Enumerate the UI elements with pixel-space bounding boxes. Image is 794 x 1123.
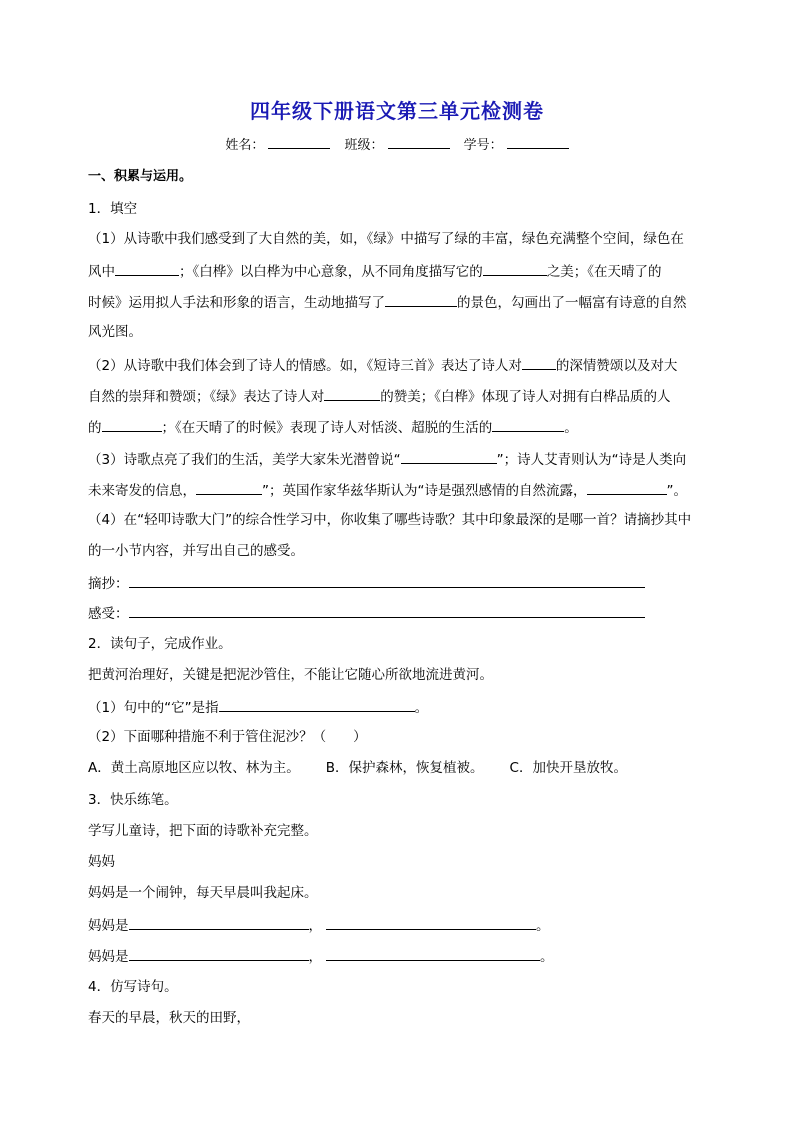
text: （1）从诗歌中我们感受到了大自然的美，如，《绿》中描写了绿的丰富，绿色充满整个空间，绿色在 <box>88 231 684 247</box>
poem-blank-row-2 <box>88 946 554 966</box>
text: 时候》运用拟人手法和形象的语言，生动地描写了 <box>88 295 385 311</box>
q3-instruction: 学写儿童诗，把下面的诗歌补充完整。 <box>88 823 318 839</box>
q2-sub2: （2）下面哪种措施不利于管住泥沙？（ ） <box>88 729 367 745</box>
answer-blank[interactable] <box>587 480 667 495</box>
excerpt-row <box>88 573 645 593</box>
section-heading: 一、积累与运用。 <box>88 169 193 184</box>
excerpt-label: 摘抄： <box>88 576 129 592</box>
feeling-row <box>88 603 645 623</box>
text: 自然的崇拜和赞颂；《绿》表达了诗人对 <box>88 389 325 405</box>
text: 。 <box>540 949 554 965</box>
excerpt-field[interactable] <box>129 573 645 588</box>
text: ”；诗人艾青则认为“诗是人类向 <box>496 452 687 468</box>
answer-blank[interactable] <box>326 946 540 961</box>
q1-p2-line3 <box>88 417 578 437</box>
q1-p4-line1: （4）在“轻叩诗歌大门”的综合性学习中，你收集了哪些诗歌？其中印象最深的是哪一首？请摘抄其中 <box>88 512 692 528</box>
answer-blank[interactable] <box>129 946 309 961</box>
text: ；《在天晴了的时候》表现了诗人对恬淡、超脱的生活的 <box>161 420 493 436</box>
answer-blank[interactable] <box>326 915 536 930</box>
q1-p2-line1 <box>88 355 677 375</box>
q3-heading: 3．快乐练笔。 <box>88 792 178 808</box>
q1-p2-line2 <box>88 386 671 406</box>
q2-heading: 2．读句子，完成作业。 <box>88 636 232 652</box>
q1-p1-line4 <box>88 323 142 341</box>
name-field[interactable] <box>268 135 330 149</box>
id-label: 学号： <box>463 138 503 153</box>
answer-blank[interactable] <box>324 386 380 401</box>
q1-p1-line2 <box>88 261 662 281</box>
q1-p3-line2 <box>88 480 687 500</box>
text: ， <box>308 918 322 934</box>
text: ， <box>308 949 322 965</box>
student-info <box>0 134 794 153</box>
id-field[interactable] <box>507 135 569 149</box>
text: 的深情赞颂以及对大 <box>555 358 678 374</box>
text: ”。 <box>666 483 687 499</box>
option-c[interactable]: C．加快开垦放牧。 <box>509 760 627 776</box>
q4-heading: 4．仿写诗句。 <box>88 979 178 995</box>
text: 妈妈是 <box>88 918 129 934</box>
text: 。 <box>414 700 429 716</box>
feeling-label: 感受： <box>88 606 129 622</box>
text: ”；英国作家华兹华斯认为“诗是强烈感情的自然流露， <box>262 483 587 499</box>
text: 的赞美；《白桦》体现了诗人对拥有白桦品质的人 <box>380 389 671 405</box>
text: 的景色，勾画出了一幅富有诗意的自然 <box>457 295 687 311</box>
q4-line1: 春天的早晨，秋天的田野， <box>88 1010 250 1026</box>
class-label: 班级： <box>344 138 384 153</box>
text: （1）句中的“它”是指 <box>88 700 219 716</box>
option-b[interactable]: B．保护森林，恢复植被。 <box>325 760 484 776</box>
q2-options <box>88 759 627 777</box>
poem-line1: 妈妈是一个闹钟，每天早晨叫我起床。 <box>88 885 318 901</box>
answer-blank[interactable] <box>219 697 415 712</box>
q2-sentence: 把黄河治理好，关键是把泥沙管住，不能让它随心所欲地流进黄河。 <box>88 667 493 683</box>
answer-blank[interactable] <box>115 261 179 276</box>
text: （2）从诗歌中我们体会到了诗人的情感。如，《短诗三首》表达了诗人对 <box>88 358 522 374</box>
q1-p1-line3 <box>88 292 687 312</box>
answer-blank[interactable] <box>102 417 162 432</box>
text: （3）诗歌点亮了我们的生活，美学大家朱光潜曾说“ <box>88 452 401 468</box>
text: ；《白桦》以白桦为中心意象，从不同角度描写它的 <box>179 264 483 280</box>
text: 未来寄发的信息， <box>88 483 196 499</box>
class-field[interactable] <box>388 135 450 149</box>
text: 妈妈是 <box>88 949 129 965</box>
name-label: 姓名： <box>225 138 265 153</box>
text: 。 <box>564 420 578 436</box>
poem-title: 妈妈 <box>88 854 115 870</box>
page-title: 四年级下册语文第三单元检测卷 <box>250 99 544 123</box>
answer-blank[interactable] <box>129 915 309 930</box>
feeling-field[interactable] <box>129 603 645 618</box>
text: 之美；《在天晴了的 <box>546 264 662 280</box>
q1-p3-line1 <box>88 449 686 469</box>
q1-heading: 1．填空 <box>88 201 138 217</box>
answer-blank[interactable] <box>196 480 262 495</box>
answer-blank[interactable] <box>385 292 457 307</box>
poem-blank-row-1 <box>88 915 550 935</box>
text: 风中 <box>88 264 115 280</box>
answer-blank[interactable] <box>401 449 497 464</box>
q1-p1-line1 <box>88 230 684 248</box>
answer-blank[interactable] <box>522 355 556 370</box>
q1-p4-line2: 的一小节内容，并写出自己的感受。 <box>88 543 304 559</box>
text: 风光图。 <box>88 324 142 340</box>
text: 。 <box>536 918 550 934</box>
answer-blank[interactable] <box>492 417 564 432</box>
answer-blank[interactable] <box>483 261 547 276</box>
q2-sub1 <box>88 697 428 717</box>
option-a[interactable]: A．黄土高原地区应以牧、林为主。 <box>88 760 300 776</box>
text: 的 <box>88 420 102 436</box>
